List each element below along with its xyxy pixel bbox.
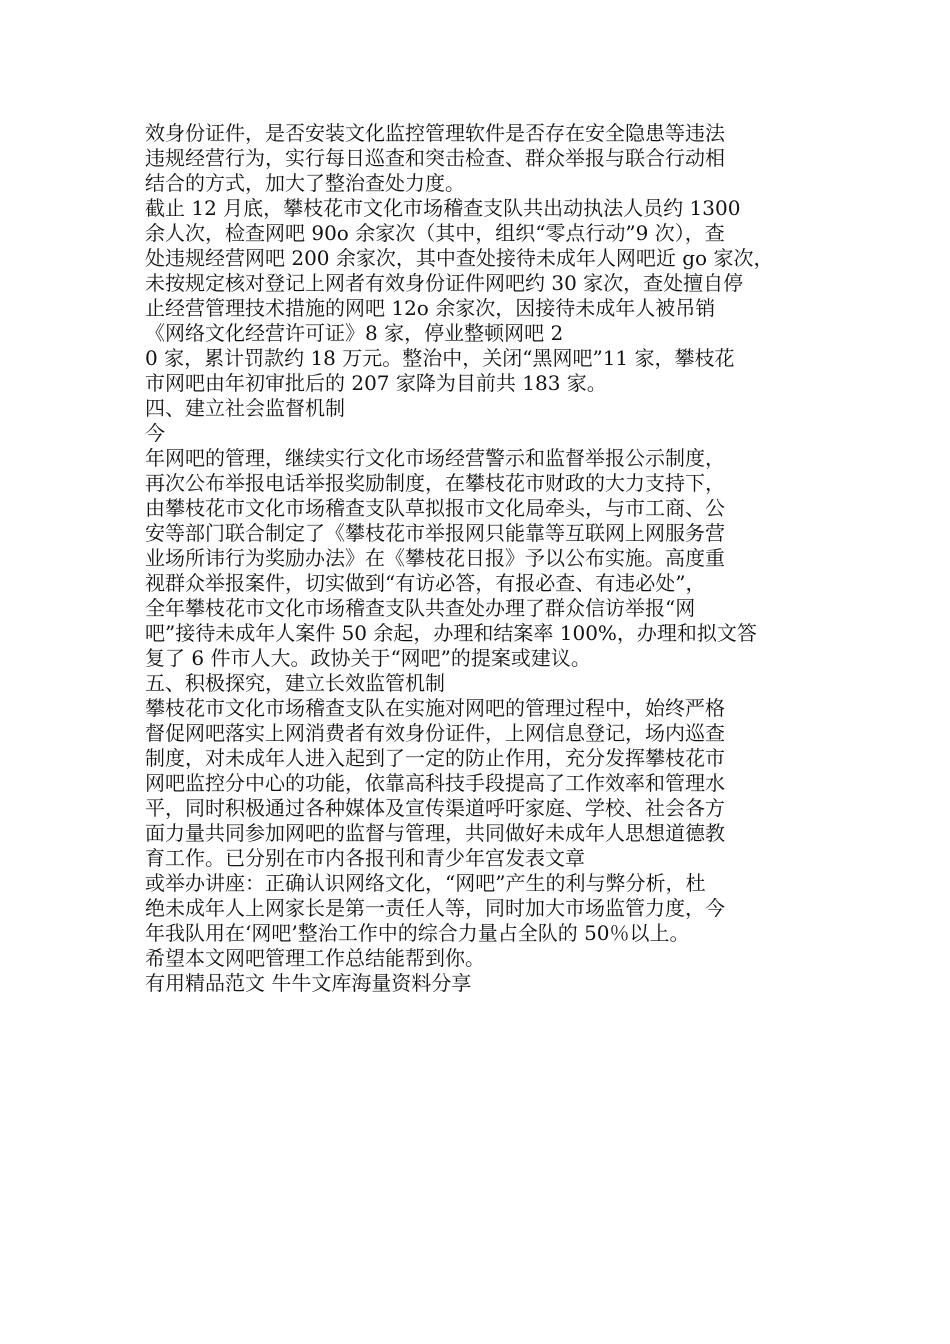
text-line: 余人次，检查网吧 90o 余家次（其中，组织“零点行动”9 次），查 — [145, 221, 725, 245]
text-line: 育工作。已分别在市内各报刊和青少年宫发表文章 — [145, 846, 585, 870]
body-text — [145, 121, 825, 996]
section-heading: 四、建立社会监督机制 — [145, 396, 345, 420]
text-line: 0 家，累计罚款约 18 万元。整治中，关闭“黑网吧”11 家，攀枝花 — [145, 346, 735, 370]
text-line: 制度，对未成年人进入起到了一定的防止作用，充分发挥攀枝花市 — [145, 746, 725, 770]
text-line: 面力量共同参加网吧的监督与管理，共同做好未成年人思想道德教 — [145, 821, 725, 845]
text-line: 全年攀枝花市文化市场稽查支队共查处办理了群众信访举报“网 — [145, 596, 696, 620]
text-line: 今 — [145, 421, 165, 445]
text-line: 由攀枝花市文化市场稽查支队草拟报市文化局牵头，与市工商、公 — [145, 496, 725, 520]
text-line: 未按规定核对登记上网者有效身份证件网吧约 30 家次，查处擅自停 — [145, 271, 744, 295]
text-line: 业场所讳行为奖励办法》在《攀枝花日报》予以公布实施。高度重 — [145, 546, 725, 570]
text-line: 督促网吧落实上网消费者有效身份证件，上网信息登记，场内巡查 — [145, 721, 725, 745]
text-line: 效身份证件，是否安装文化监控管理软件是否存在安全隐患等违法 — [145, 121, 725, 145]
text-line: 安等部门联合制定了《攀枝花市举报网只能靠等互联网上网服务营 — [145, 521, 725, 545]
text-line: 结合的方式，加大了整治查处力度。 — [145, 171, 465, 195]
text-line: 网吧监控分中心的功能，依靠高科技手段提高了工作效率和管理水 — [145, 771, 725, 795]
closing-line: 希望本文网吧管理工作总结能帮到你。 — [145, 946, 485, 970]
text-line: 年我队用在‘网吧’整治工作中的综合力量占全队的 50％以上。 — [145, 921, 690, 945]
text-line: 视群众举报案件，切实做到“有访必答，有报必查、有违必处”， — [145, 571, 706, 595]
text-line: 复了 6 件市人大。政协关于“网吧”的提案或建议。 — [145, 646, 591, 670]
section-heading: 五、积极探究，建立长效监管机制 — [145, 671, 445, 695]
text-line: 市网吧由年初审批后的 207 家降为目前共 183 家。 — [145, 371, 607, 395]
text-line: 或举办讲座：正确认识网络文化，“网吧”产生的利与弊分析，杜 — [145, 871, 706, 895]
text-line: 吧”接待未成年人案件 50 余起，办理和结案率 100%，办理和拟文答 — [145, 621, 757, 645]
text-line: 年网吧的管理，继续实行文化市场经营警示和监督举报公示制度， — [145, 446, 725, 470]
text-line: 再次公布举报电话举报奖励制度，在攀枝花市财政的大力支持下， — [145, 471, 725, 495]
text-line: 截止 12 月底，攀枝花市文化市场稽查支队共出动执法人员约 1300 — [145, 196, 741, 220]
text-line: 绝未成年人上网家长是第一责任人等，同时加大市场监管力度，今 — [145, 896, 725, 920]
text-line: 《网络文化经营许可证》8 家，停业整顿网吧 2 — [145, 321, 564, 345]
footer-line: 有用精品范文 牛牛文库海量资料分享 — [145, 971, 472, 995]
text-line: 违规经营行为，实行每日巡查和突击检查、群众举报与联合行动相 — [145, 146, 725, 170]
text-line: 攀枝花市文化市场稽查支队在实施对网吧的管理过程中，始终严格 — [145, 696, 725, 720]
text-line: 处违规经营网吧 200 余家次，其中查处接待未成年人网吧近 go 家次， — [145, 246, 774, 270]
text-line: 止经营管理技术措施的网吧 12o 余家次，因接待未成年人被吊销 — [145, 296, 716, 320]
text-line: 平，同时积极通过各种媒体及宣传渠道呼吁家庭、学校、社会各方 — [145, 796, 725, 820]
